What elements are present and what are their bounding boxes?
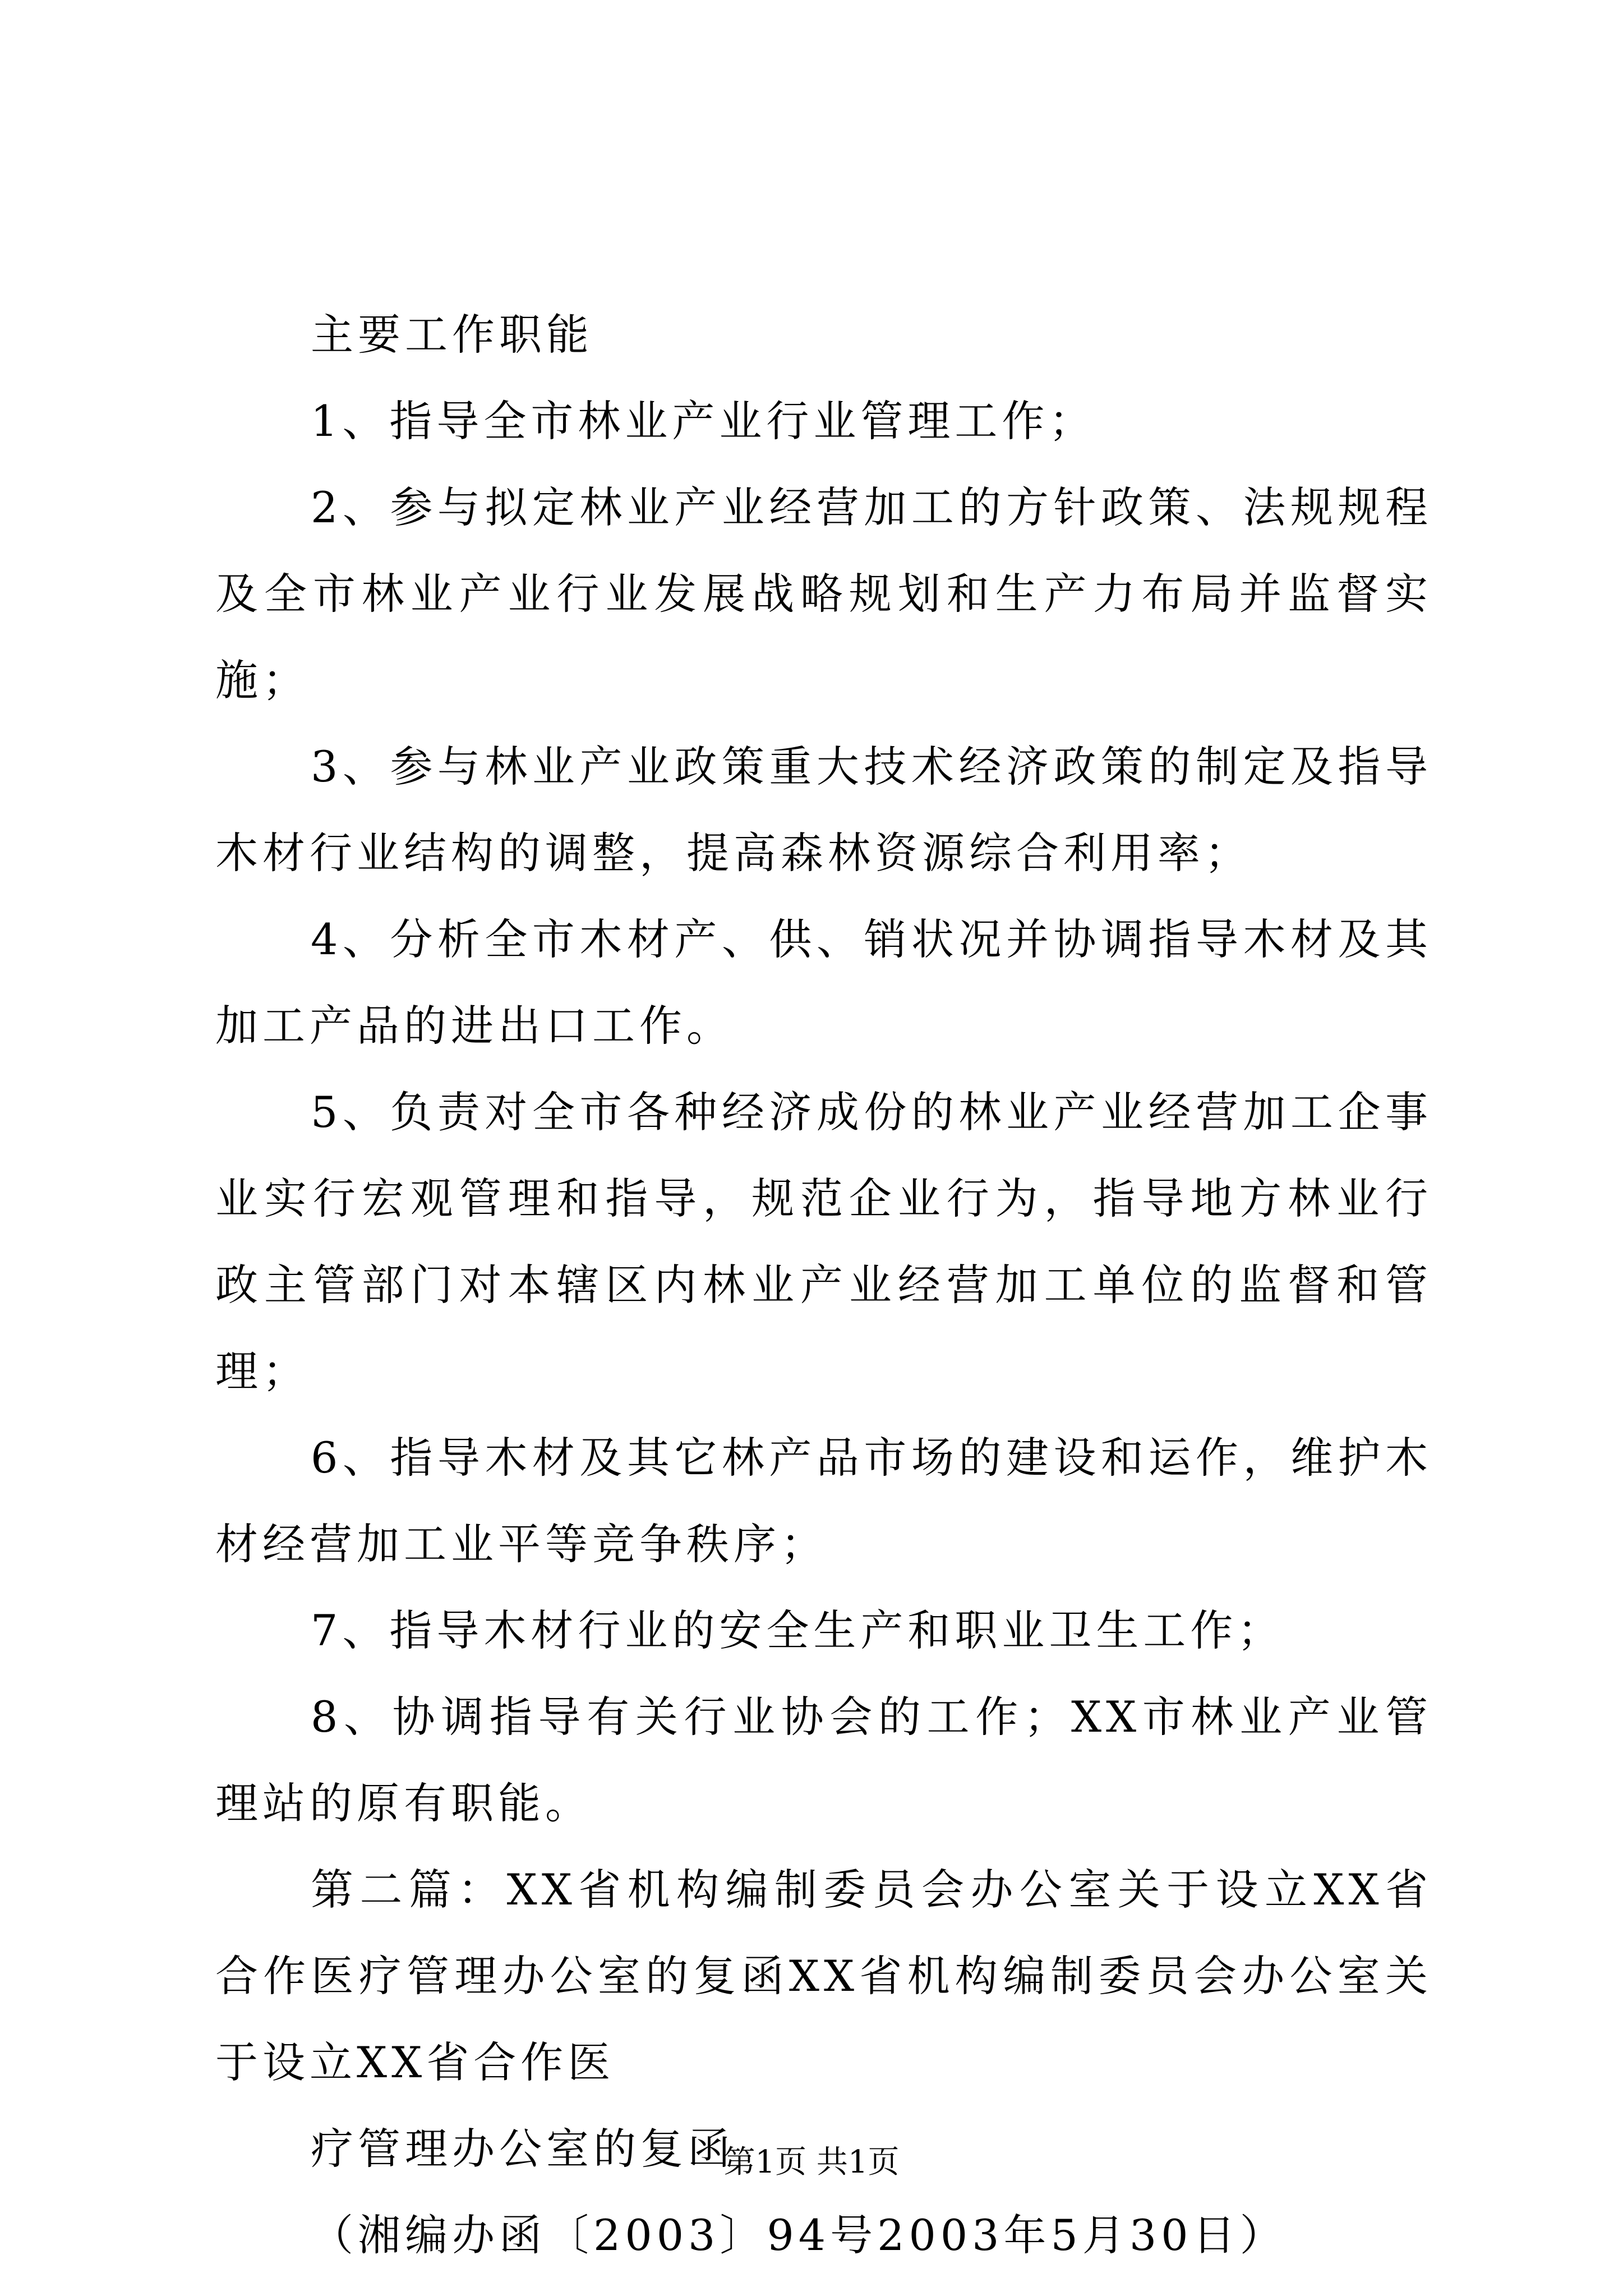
reply-title: 疗管理办公室的复函: [311, 2124, 735, 2174]
section-heading: 主要工作职能: [311, 310, 593, 360]
document-body: [215, 292, 1432, 2279]
duty-item-5: 5、负责对全市各种经济成份的林业产业经营加工企事业实行宏观管理和指导，规范企业行为，指导地方林业行政主管部门对本辖区内林业产业经营加工单位的监督和管理；: [215, 1087, 1432, 1396]
duty-item-2: 2、参与拟定林业产业经营加工的方针政策、法规规程及全市林业产业行业发展战略规划和生产力布局并监督实施；: [215, 482, 1432, 705]
second-article-title: 第二篇：XX省机构编制委员会办公室关于设立XX省合作医疗管理办公室的复函XX省机构编制委员会办公室关于设立XX省合作医: [215, 1865, 1432, 2087]
duty-item-7: 7、指导木材行业的安全生产和职业卫生工作；: [311, 1605, 1285, 1655]
duty-item-6: 6、指导木材及其它林产品市场的建设和运作，维护木材经营加工业平等竞争秩序；: [215, 1433, 1432, 1569]
duty-item-1: 1、指导全市林业产业行业管理工作；: [311, 396, 1096, 446]
duty-item-3: 3、参与林业产业政策重大技术经济政策的制定及指导木材行业结构的调整，提高森林资源综合利用率；: [215, 742, 1432, 878]
page-number: 第1页 共1页: [723, 2144, 900, 2180]
duty-item-8: 8、协调指导有关行业协会的工作；XX市林业产业管理站的原有职能。: [215, 1692, 1432, 1828]
duty-item-4: 4、分析全市木材产、供、销状况并协调指导木材及其加工产品的进出口工作。: [215, 914, 1432, 1051]
document-reference: （湘编办函〔2003〕94号2003年5月30日）: [311, 2210, 1287, 2260]
